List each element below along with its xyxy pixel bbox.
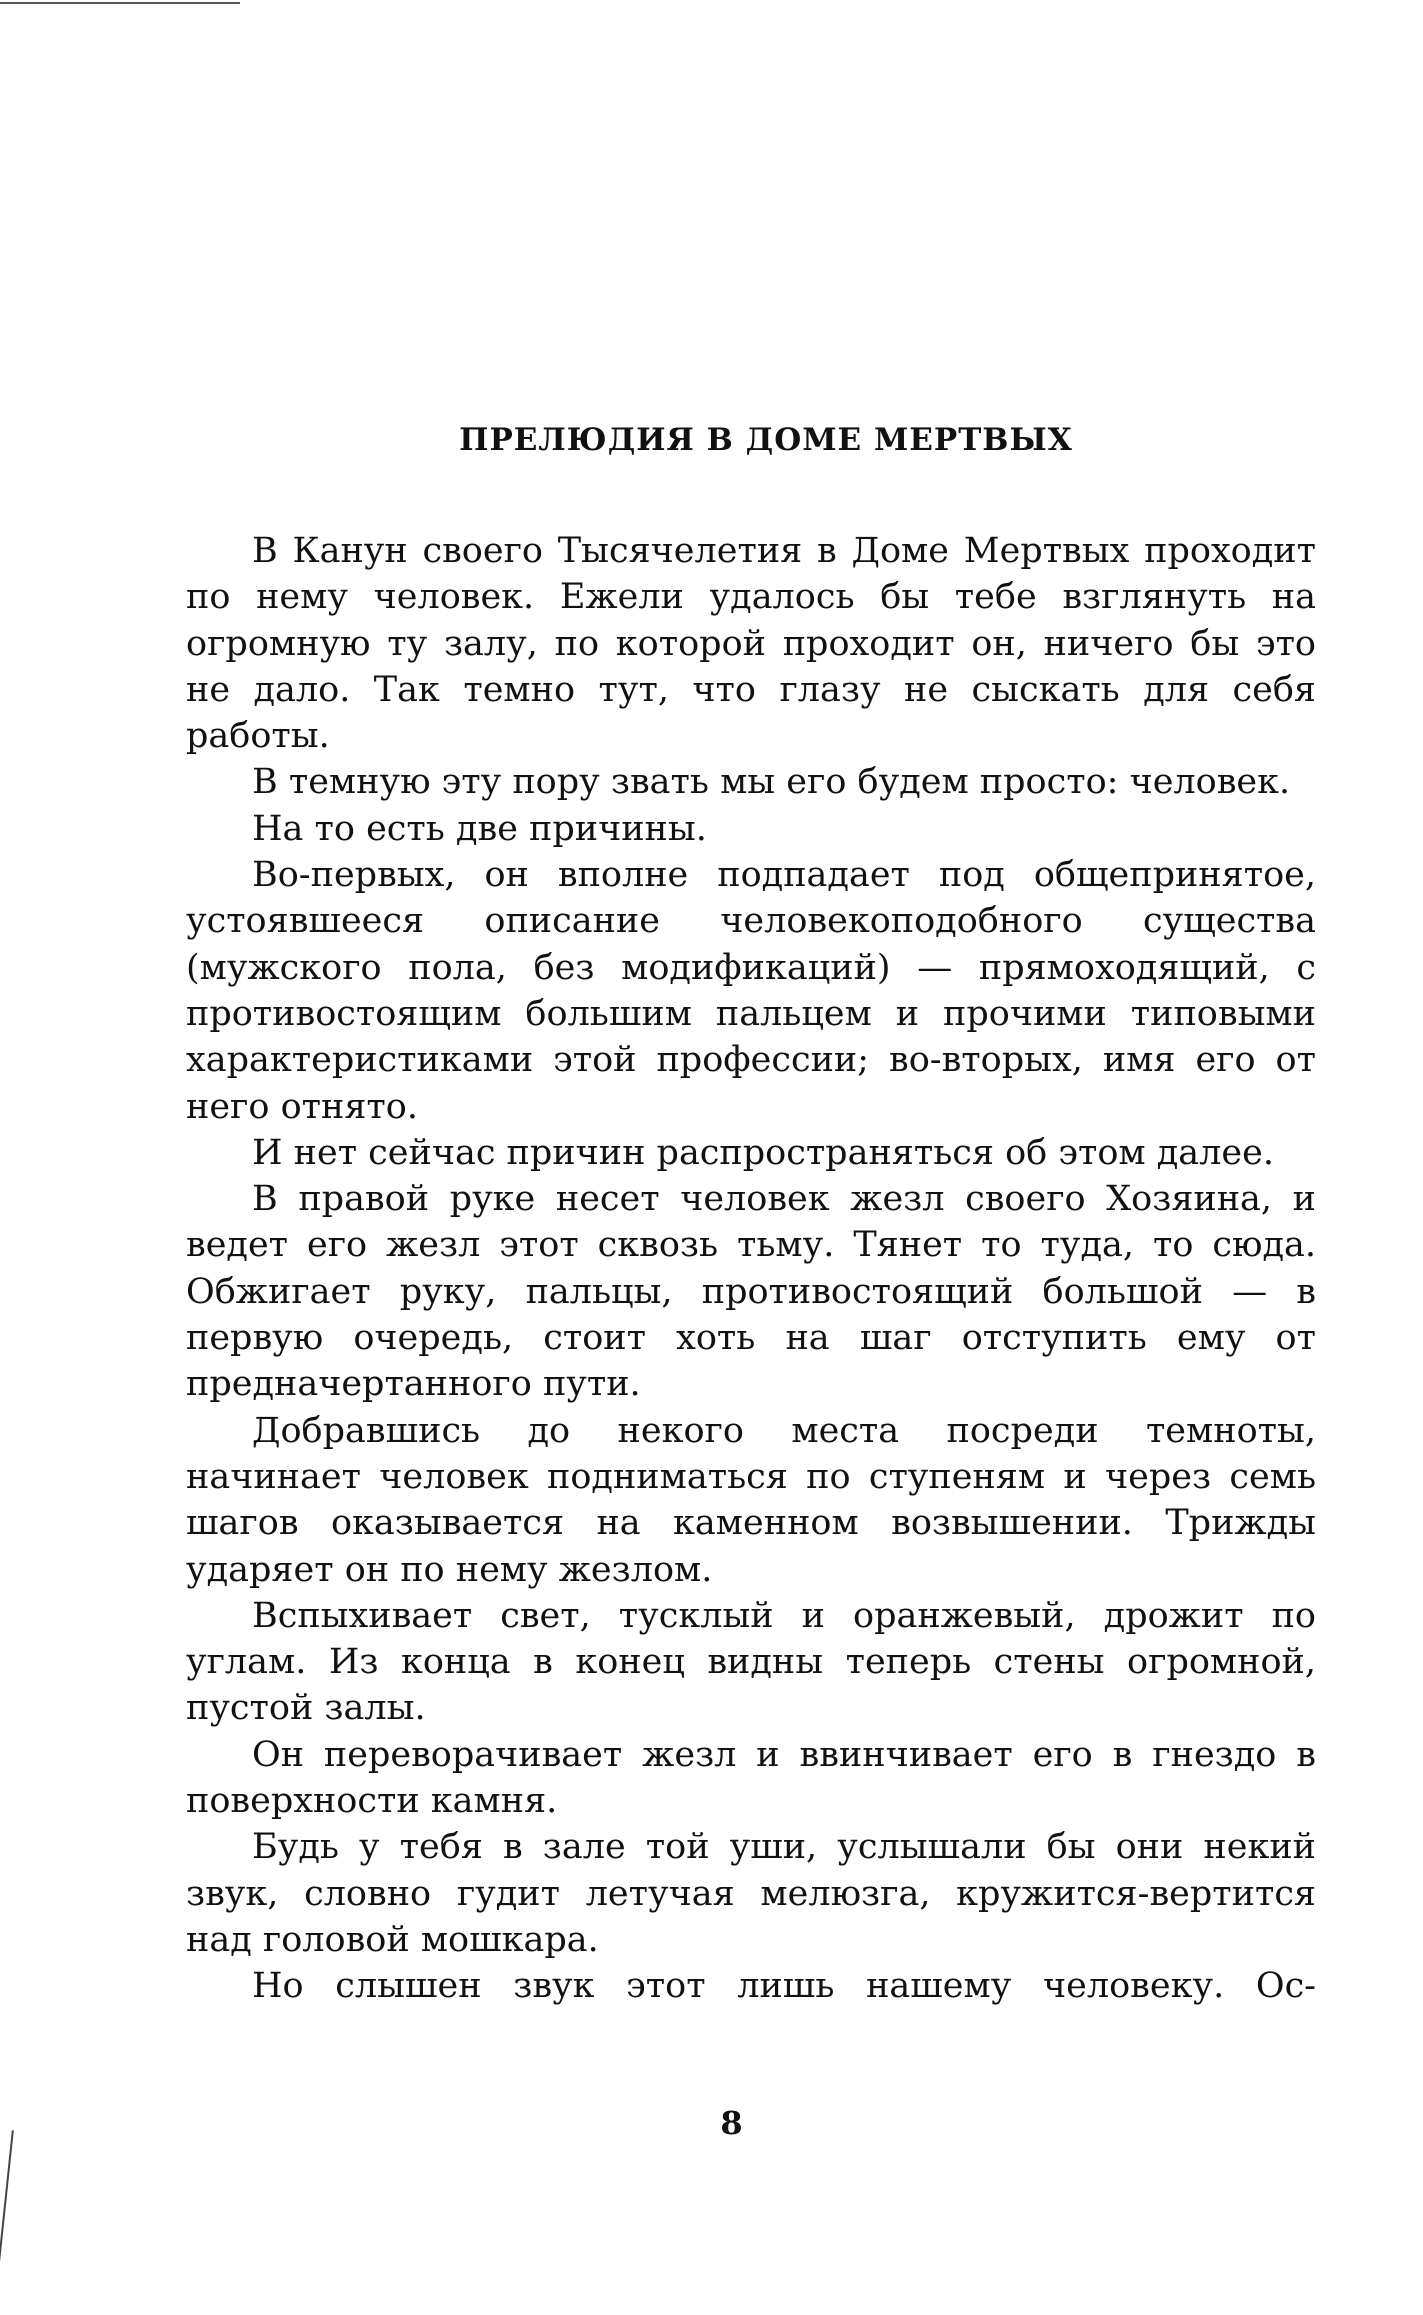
paragraph-5: И нет сейчас причин распространяться об этом далее.: [252, 1132, 1274, 1173]
paragraph-8: Вспыхивает свет, тусклый и оранжевый, дрожит по углам. Из конца в конец видны теперь стены огромной, пустой залы.: [186, 1595, 1316, 1729]
paragraph-10: Будь у тебя в зале той уши, услышали бы они некий звук, словно гудит летучая мелюзга, кружится-вертится над головой мошкара.: [186, 1827, 1316, 1960]
page-number: 8: [720, 2104, 743, 2142]
paragraph-11: Но слышен звук этот лишь нашему человеку. Ос-: [252, 1966, 1316, 2007]
paragraph-2: В темную эту пору звать мы его будем просто: человек.: [252, 762, 1291, 803]
scan-top-edge-line: [0, 2, 240, 4]
paragraph-4: Во-первых, он вполне подпадает под общепринятое, устоявшееся описание человекоподобного существа (мужского пола, без модификаций) — прямоходящий, с противостоящим большим пальцем и прочими типовыми характеристиками этой профессии; во-вторых, имя его от него отнято.: [186, 855, 1316, 1127]
text-block: [186, 420, 1316, 2010]
chapter-title: ПРЕЛЮДИЯ В ДОМЕ МЕРТВЫХ: [459, 422, 1073, 458]
paragraph-1: В Канун своего Тысячелетия в Доме Мертвых проходит по нему человек. Ежели удалось бы тебе взглянуть на огромную ту залу, по которой проходит он, ничего бы это не дало. Так темно тут, что глазу не сыскать для себя работы.: [186, 531, 1316, 757]
paragraph-7: Добравшись до некого места посреди темноты, начинает человек подниматься по ступеням и через семь шагов оказывается на каменном возвышении. Трижды ударяет он по нему жезлом.: [186, 1410, 1316, 1590]
paragraph-3: На то есть две причины.: [252, 808, 707, 849]
scan-left-edge-mark: [0, 2130, 14, 2279]
paragraph-9: Он переворачивает жезл и ввинчивает его в гнездо в поверхности камня.: [186, 1734, 1316, 1822]
paragraph-6: В правой руке несет человек жезл своего Хозяина, и ведет его жезл этот сквозь тьму. Тянет то туда, то сюда. Обжигает руку, пальцы, противостоящий большой — в первую очередь, стоит хоть на шаг отступить ему от предначертанного пути.: [186, 1179, 1316, 1405]
